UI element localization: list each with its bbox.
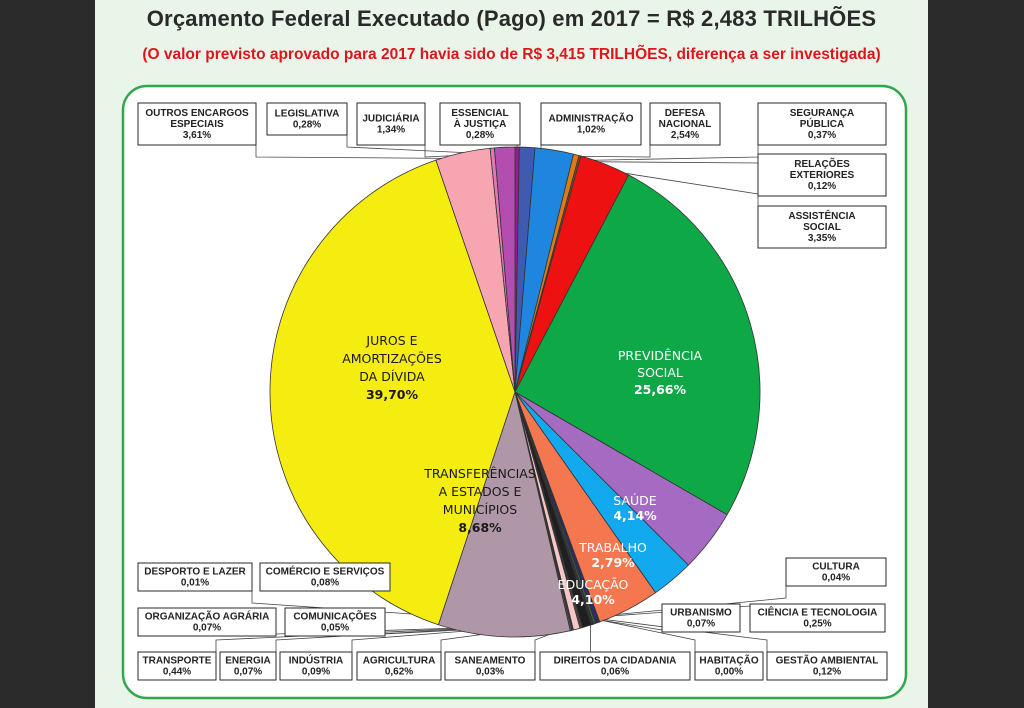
name-label-administracao: ADMINISTRAÇÃO [548, 113, 634, 125]
name-label-defesa-nacional: NACIONAL [658, 119, 712, 130]
name-label-juros-e-amortizacoes-da-divida: AMORTIZAÇÕES [342, 351, 442, 366]
name-label-assistencia-social: SOCIAL [803, 222, 841, 233]
name-label-organizacao-agraria: ORGANIZAÇÃO AGRÁRIA [144, 611, 270, 623]
value-label-educacao: 4,10% [571, 592, 615, 607]
name-label-transferencias-a-estados-e-municipios: TRANSFERÊNCIAS [424, 466, 536, 481]
name-label-transferencias-a-estados-e-municipios: MUNICÍPIOS [442, 502, 518, 517]
name-label-essencial-a-justica: ESSENCIAL [451, 108, 509, 119]
value-label-juros-e-amortizacoes-da-divida: 39,70% [365, 387, 419, 402]
name-label-desporto-e-lazer: DESPORTO E LAZER [144, 566, 246, 578]
value-label-desporto-e-lazer: 0,01% [180, 577, 210, 589]
name-label-juros-e-amortizacoes-da-divida: DA DÍVIDA [359, 369, 425, 384]
value-label-judiciaria: 1,34% [376, 124, 406, 136]
value-label-seguranca-publica: 0,37% [807, 130, 837, 141]
pie-chart [95, 0, 928, 708]
name-label-urbanismo: URBANISMO [670, 607, 732, 619]
name-label-industria: INDÚSTRIA [288, 655, 344, 667]
value-label-administracao: 1,02% [576, 124, 606, 136]
name-label-habitacao: HABITAÇÃO [699, 655, 759, 667]
name-label-agricultura: AGRICULTURA [362, 655, 436, 667]
name-label-essencial-a-justica: À JUSTIÇA [453, 119, 507, 130]
name-label-juros-e-amortizacoes-da-divida: JUROS E [366, 333, 418, 348]
name-label-defesa-nacional: DEFESA [664, 108, 706, 119]
name-label-comunicacoes: COMUNICAÇÕES [293, 611, 377, 623]
value-label-transferencias-a-estados-e-municipios: 8,68% [458, 520, 502, 535]
value-label-saude: 4,14% [613, 508, 657, 523]
name-label-energia: ENERGIA [225, 655, 271, 667]
value-label-urbanismo: 0,07% [686, 618, 716, 630]
name-label-outros-encargos-especiais: ESPECIAIS [170, 119, 224, 130]
name-label-seguranca-publica: PÚBLICA [799, 119, 845, 130]
value-label-transporte: 0,44% [162, 666, 192, 678]
name-label-legislativa: LEGISLATIVA [274, 108, 340, 120]
name-label-comercio-e-servicos: COMÉRCIO E SERVIÇOS [265, 566, 385, 578]
value-label-legislativa: 0,28% [292, 119, 322, 131]
name-label-assistencia-social: ASSISTÊNCIA [788, 211, 856, 222]
name-label-previdencia-social: PREVIDÊNCIA [617, 348, 703, 363]
name-label-previdencia-social: SOCIAL [637, 365, 683, 380]
name-label-ciencia-e-tecnologia: CIÊNCIA E TECNOLOGIA [757, 607, 878, 619]
value-label-habitacao: 0,00% [714, 666, 744, 678]
chart-title: Orçamento Federal Executado (Pago) em 2017 = R$ 2,483 TRILHÕES [146, 6, 877, 31]
name-label-gestao-ambiental: GESTÃO AMBIENTAL [775, 655, 879, 667]
value-label-energia: 0,07% [233, 666, 263, 678]
chart-subtitle: (O valor previsto aprovado para 2017 havia sido de R$ 3,415 TRILHÕES, diferença a ser investigada) [142, 46, 881, 63]
value-label-previdencia-social: 25,66% [633, 382, 687, 397]
value-label-relacoes-exteriores: 0,12% [807, 181, 837, 192]
name-label-educacao: EDUCAÇÃO [557, 577, 629, 592]
value-label-agricultura: 0,62% [384, 666, 414, 678]
name-label-relacoes-exteriores: EXTERIORES [789, 170, 855, 181]
name-label-transferencias-a-estados-e-municipios: A ESTADOS E [438, 484, 522, 499]
value-label-assistencia-social: 3,35% [807, 233, 837, 244]
value-label-gestao-ambiental: 0,12% [812, 666, 842, 678]
value-label-outros-encargos-especiais: 3,61% [182, 130, 212, 141]
value-label-saneamento: 0,03% [475, 666, 505, 678]
value-label-trabalho: 2,79% [591, 555, 635, 570]
value-label-comercio-e-servicos: 0,08% [310, 577, 340, 589]
slide [95, 0, 928, 708]
name-label-trabalho: TRABALHO [579, 540, 647, 555]
name-label-cultura: CULTURA [812, 561, 860, 573]
name-label-outros-encargos-especiais: OUTROS ENCARGOS [145, 108, 249, 119]
name-label-transporte: TRANSPORTE [142, 655, 212, 667]
name-label-seguranca-publica: SEGURANÇA [789, 108, 855, 119]
name-label-direitos-da-cidadania: DIREITOS DA CIDADANIA [553, 655, 677, 667]
name-label-judiciaria: JUDICIÁRIA [362, 113, 420, 125]
value-label-industria: 0,09% [301, 666, 331, 678]
value-label-comunicacoes: 0,05% [320, 622, 350, 634]
value-label-organizacao-agraria: 0,07% [192, 622, 222, 634]
name-label-saneamento: SANEAMENTO [454, 655, 526, 667]
value-label-direitos-da-cidadania: 0,06% [600, 666, 630, 678]
name-label-saude: SAÚDE [613, 493, 657, 508]
name-label-relacoes-exteriores: RELAÇÕES [794, 159, 850, 170]
value-label-defesa-nacional: 2,54% [670, 130, 700, 141]
value-label-ciencia-e-tecnologia: 0,25% [803, 618, 832, 630]
value-label-essencial-a-justica: 0,28% [465, 130, 495, 141]
value-label-cultura: 0,04% [821, 572, 851, 584]
